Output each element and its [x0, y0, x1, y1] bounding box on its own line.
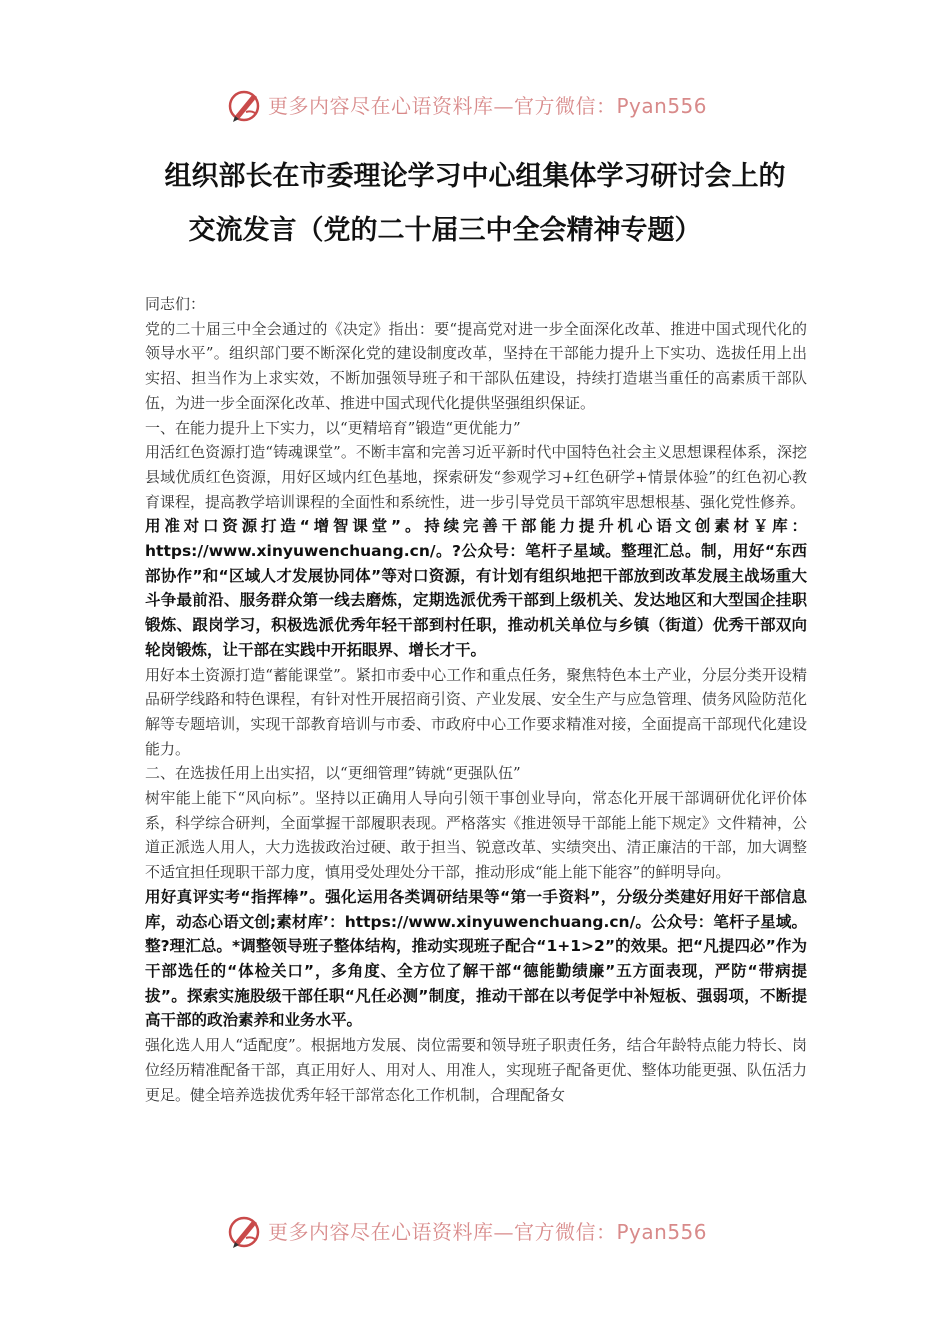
paragraph-wind-vane: 树牢能上能下“风向标”。坚持以正确用人导向引领干事创业导向，常态化开展干部调研优化评价体系，科学综合研判，全面掌握干部履职表现。严格落实《推进领导干部能上能下规定》文件精神，公道正派选人用人，大力选拔政治过硬、敢于担当、锐意改革、实绩突出、清正廉洁的干部，加大调整不适宜担任现职干部力度，慎用受处理处分干部，推动形成“能上能下能容”的鲜明导向。 — [145, 789, 807, 882]
paragraph-paired-resources: 用准对口资源打造“增智课堂”。持续完善干部能力提升机心语文创素材￥库：https://www.xinyuwenchuang.cn/。?公众号：笔杆子星域。整理汇总。制，用好“东西部协作”和“区域人才发展协同体”等对口资源，有计划有组织地把干部放到改革发展主战场重大斗争最前沿、服务群众第一线去磨炼，定期选派优秀干部到上级机关、发达地区和大型国企挂职锻炼、跟岗学习，积极选派优秀年轻干部到村任职，推动机关单位与乡镇（街道）优秀干部双向轮岗锻炼，让干部在实践中开拓眼界、增长才干。 — [145, 517, 807, 659]
watermark-label: 更多内容尽在心语资料库—官方微信： — [268, 94, 617, 118]
title-line-2: 交流发言（党的二十届三中全会精神专题） — [188, 215, 702, 246]
document-body — [145, 292, 807, 1107]
watermark-text — [268, 1217, 707, 1247]
intro-paragraph: 党的二十届三中全会通过的《决定》指出：要“提高党对进一步全面深化改革、推进中国式现代化的领导水平”。组织部门要不断深化党的建设制度改革，坚持在干部能力提升上下实功、选拔任用上出实招、担当作为上求实效，不断加强领导班子和干部队伍建设，持续打造堪当重任的高素质干部队伍，为进一步全面深化改革、推进中国式现代化提供坚强组织保证。 — [145, 319, 807, 412]
pen-logo-icon — [226, 1212, 264, 1252]
watermark-id: Pyan556 — [616, 94, 708, 118]
paragraph-red-resources: 用活红色资源打造“铸魂课堂”。不断丰富和完善习近平新时代中国特色社会主义思想课程体系，深挖县域优质红色资源，用好区域内红色基地，探索研发“参观学习+红色研学+情景体验”的红色初心教育课程，提高教学培训课程的全面性和系统性，进一步引导党员干部筑牢思想根基、强化党性修养。 — [145, 443, 807, 511]
salutation: 同志们： — [145, 295, 206, 313]
pen-logo-icon — [226, 86, 264, 126]
paragraph-local-resources: 用好本土资源打造“蓄能课堂”。紧扣市委中心工作和重点任务，聚焦特色本土产业，分层分类开设精品研学线路和特色课程，有针对性开展招商引资、产业发展、安全生产与应急管理、债务风险防范化解等专题培训，实现干部教育培训与市委、市政府中心工作要求精准对接，全面提高干部现代化建设能力。 — [145, 665, 807, 758]
title-line-1: 组织部长在市委理论学习中心组集体学习研讨会上的 — [164, 161, 786, 192]
watermark-footer — [0, 1212, 950, 1252]
document-title — [100, 150, 850, 258]
watermark-text — [268, 91, 707, 121]
paragraph-fit: 强化选人用人“适配度”。根据地方发展、岗位需要和领导班子职责任务，结合年龄特点能力特长、岗位经历精准配备干部，真正用好人、用对人、用准人，实现班子配备更优、整体功能更强、队伍活力更足。健全培养选拔优秀年轻干部常态化工作机制，合理配备女 — [145, 1036, 807, 1104]
watermark-label: 更多内容尽在心语资料库—官方微信： — [268, 1220, 617, 1244]
paragraph-baton: 用好真评实考“指挥棒”。强化运用各类调研结果等“第一手资料”，分级分类建好用好干部信息库，动态心语文创;素材库’：https://www.xinyuwenchuang.cn/。公众号：笔杆子星域。整?理汇总。*调整领导班子整体结构，推动实现班子配合“1+1>2”的效果。把“凡提四必”作为干部选任的“体检关口”，多角度、全方位了解干部“德能勤绩廉”五方面表现，严防“带病提拔”。探索实施股级干部任职“凡任必测”制度，推动干部在以考促学中补短板、强弱项，不断提高干部的政治素养和业务水平。 — [145, 887, 807, 1030]
watermark-id: Pyan556 — [616, 1220, 708, 1244]
section-heading-2: 二、在选拔任用上出实招，以“更细管理”铸就“更强队伍” — [145, 764, 521, 783]
section-heading-1: 一、在能力提升上下实力，以“更精培育”锻造“更优能力” — [145, 418, 521, 437]
watermark-header — [0, 86, 950, 126]
